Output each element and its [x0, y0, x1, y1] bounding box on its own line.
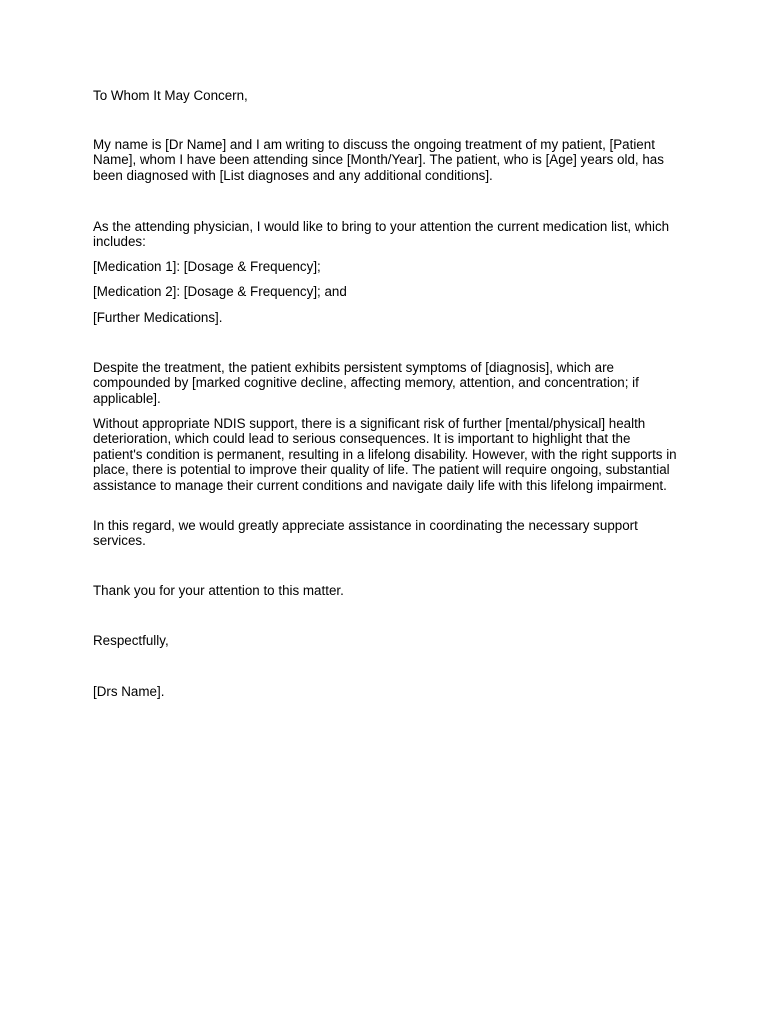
thanks-line: Thank you for your attention to this matter. — [93, 583, 344, 598]
medication-item-3: [Further Medications]. — [93, 310, 223, 325]
salutation: To Whom It May Concern, — [93, 88, 248, 103]
medication-item-2: [Medication 2]: [Dosage & Frequency]; and — [93, 284, 347, 299]
intro-paragraph: My name is [Dr Name] and I am writing to discuss the ongoing treatment of my patient, [Patient Name], whom I have been attending since [Month/Year]. The patient, who is [Age] years old, has been diagnosed with [List diagnoses and any additional conditions]. — [93, 137, 664, 183]
closing-line: Respectfully, — [93, 633, 169, 648]
request-paragraph: In this regard, we would greatly appreciate assistance in coordinating the necessary support services. — [93, 518, 638, 549]
medication-intro-paragraph: As the attending physician, I would like to bring to your attention the current medication list, which includes: — [93, 219, 670, 250]
symptoms-paragraph: Despite the treatment, the patient exhibits persistent symptoms of [diagnosis], which are compounded by [marked cognitive decline, affecting memory, attention, and concentration; if applicable]. — [93, 360, 639, 406]
signature-line: [Drs Name]. — [93, 684, 165, 699]
support-risk-paragraph: Without appropriate NDIS support, there is a significant risk of further [mental/physical] health deterioration, which could lead to serious consequences. It is important to highlight that the patient's condition is permanent, resulting in a lifelong disability. However, with the right supports in place, there is potential to improve their quality of life. The patient will require ongoing, substantial assistance to manage their current conditions and navigate daily life with this lifelong impairment. — [93, 416, 677, 493]
medication-item-1: [Medication 1]: [Dosage & Frequency]; — [93, 259, 321, 274]
